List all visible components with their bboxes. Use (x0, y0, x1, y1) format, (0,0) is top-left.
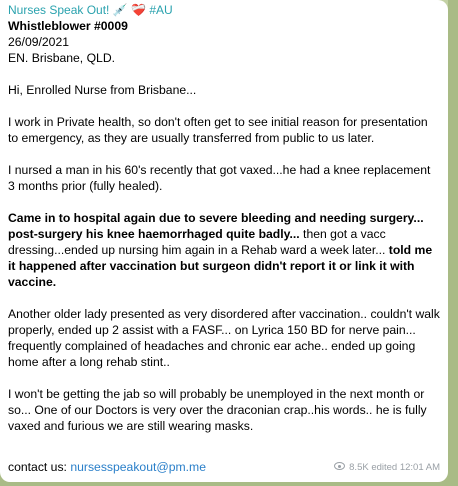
channel-hashtag[interactable]: #AU (149, 3, 173, 17)
paragraph-3-bold-a: Came in to hospital again due to severe bleeding and needing surgery... post-surgery his knee haemorrhaged quite badly... (8, 211, 424, 241)
channel-header[interactable] (8, 2, 440, 18)
message-meta (334, 459, 441, 477)
paragraph-3-normal: then got a vacc dressing...ended up nursing him again in a Rehab ward a week later... (8, 227, 389, 257)
contact-row (8, 458, 440, 476)
channel-name[interactable]: Nurses Speak Out! (8, 3, 110, 17)
contact-email-link[interactable]: nursesspeakout@pm.me (70, 460, 206, 474)
paragraph-4: Another older lady presented as very disordered after vaccination.. couldn't walk properly, ended up 2 assist with a FASF... on Lyrica 150 BD for nerve pain... frequently complained of headaches and chronic ear ache.. ended up going home after a long rehab stint.. (8, 307, 440, 369)
edited-time: edited 12:01 AM (371, 462, 440, 473)
view-count: 8.5K (349, 462, 369, 473)
contact-label: contact us: (8, 460, 71, 474)
paragraph-2: I nursed a man in his 60's recently that got vaxed...he had a knee replacement 3 months prior (fully healed). (8, 163, 431, 193)
syringe-icon: 💉 (112, 3, 128, 17)
paragraph-1: I work in Private health, so don't often get to see initial reason for presentation to emergency, as they are usually transferred from public to us later. (8, 115, 428, 145)
paragraph-3 (8, 210, 440, 290)
paragraph-3-bold-b: told me it happened after vaccination but surgeon didn't report it or link it with vaccine. (8, 243, 433, 289)
post-location: EN. Brisbane, QLD. (8, 51, 116, 65)
chat-background-strip (448, 0, 458, 486)
greeting-paragraph: Hi, Enrolled Nurse from Brisbane... (8, 83, 197, 97)
post-title: Whistleblower #0009 (8, 19, 128, 33)
paragraph-5: I won't be getting the jab so will probably be unemployed in the next month or so... One of our Doctors is very over the draconian crap..his words.. he is fully vaxed and furious we are still wearing masks. (8, 387, 427, 433)
eye-icon (334, 462, 345, 470)
post-date: 26/09/2021 (8, 35, 69, 49)
heart-icon: ❤️‍🩹 (131, 3, 146, 17)
